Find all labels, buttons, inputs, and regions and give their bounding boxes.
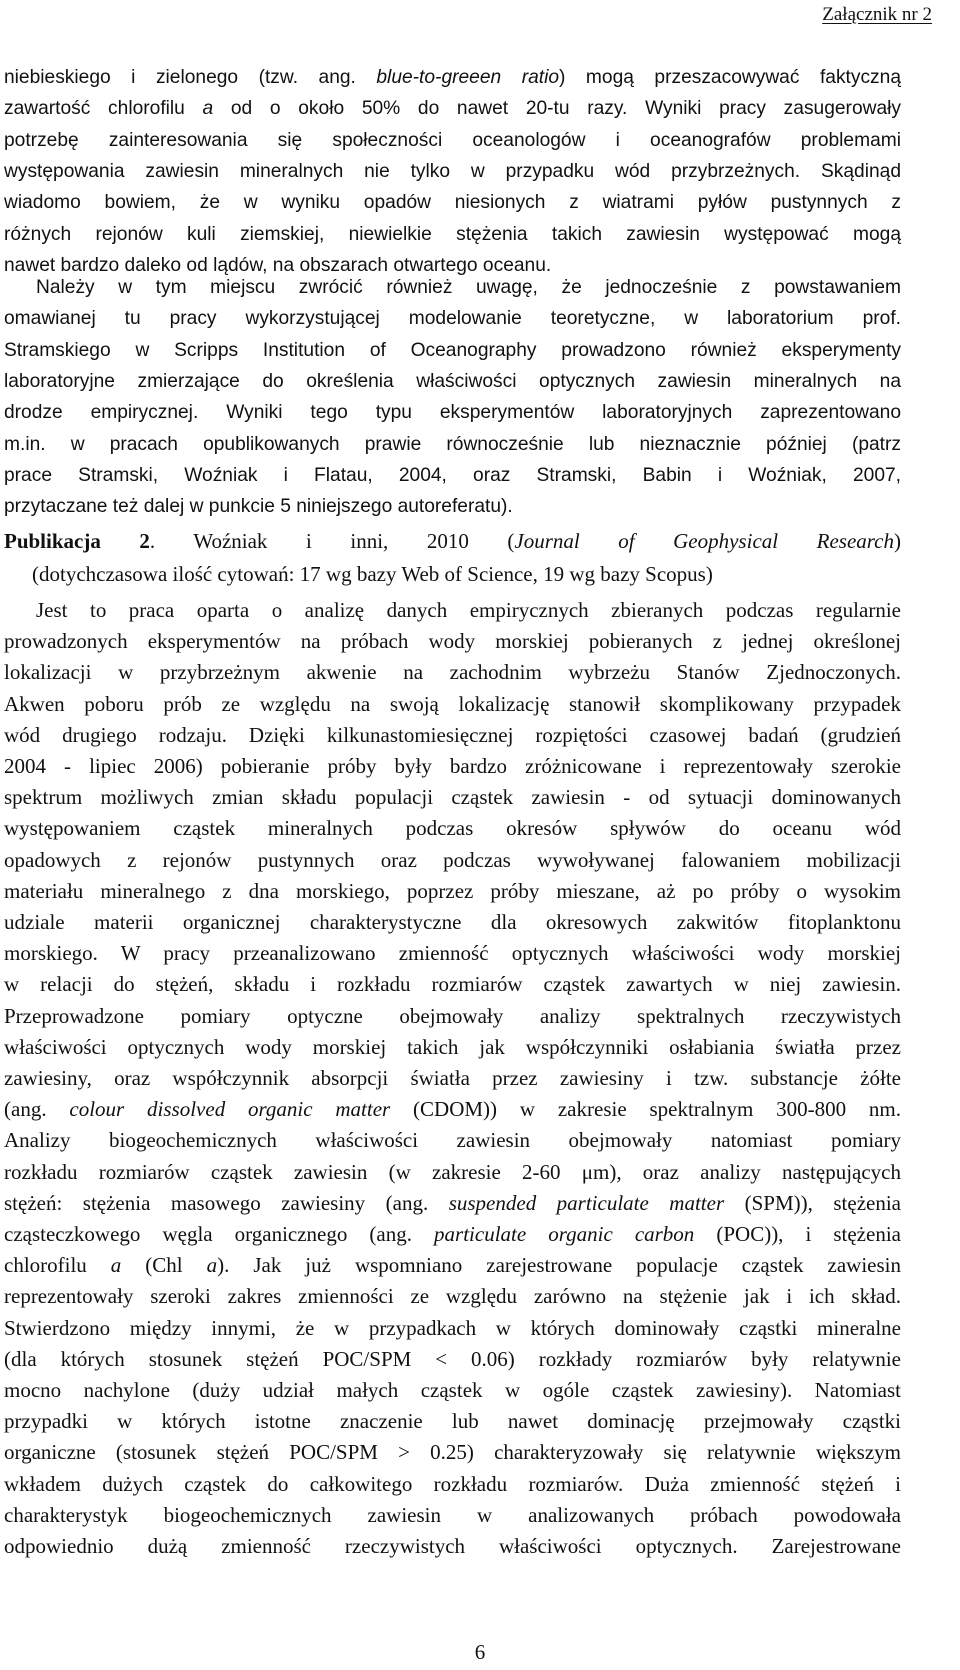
text-segment: spektrum możliwych zmian składu populacji cząstek zawiesin - od sytuacji dominowanych bbox=[4, 785, 901, 810]
text-line bbox=[4, 127, 901, 154]
text-segment: m.in. w pracach opublikowanych prawie równocześnie lub nieznacznie później (patrz bbox=[4, 433, 901, 455]
text-segment: wód drugiego rodzaju. Dzięki kilkunastomiesięcznej rozpiętości czasowej badań (grudzień bbox=[4, 722, 901, 747]
text-segment: drodze empirycznej. Wyniki tego typu eksperymentów laboratoryjnych zaprezentowano bbox=[4, 402, 901, 424]
text-segment: laboratoryjne zmierzające do określenia właściwości optycznych zawiesin mineralnych na bbox=[4, 370, 901, 392]
publication-label: Publikacja 2 bbox=[4, 529, 150, 553]
text-line bbox=[4, 1034, 901, 1061]
text-segment: ). Jak już wspomniano zarejestrowane populacje cząstek zawiesin bbox=[217, 1253, 902, 1278]
text-line bbox=[4, 628, 901, 655]
text-line bbox=[4, 1003, 901, 1030]
text-line bbox=[4, 221, 901, 248]
text-line bbox=[4, 1221, 901, 1248]
text-segment: Akwen poboru prób ze względu na swoją lokalizację stanowił skomplikowany przypadek bbox=[4, 691, 901, 716]
text-segment: zawiesiny, oraz współczynnik absorpcji światła przez zawiesiny i tzw. substancje żółte bbox=[4, 1066, 901, 1090]
text-segment: reprezentowały szeroki zakres zmienności ze względu zarówno na stężenie jak i ich skład. bbox=[4, 1284, 901, 1309]
text-line bbox=[4, 815, 901, 842]
text-segment: 2004 - lipiec 2006) pobieranie próby były bardzo zróżnicowane i reprezentowały szerokie bbox=[4, 754, 901, 778]
publication-authors: . Woźniak i inni, 2010 ( bbox=[149, 529, 515, 553]
text-line bbox=[4, 1065, 901, 1092]
text-segment: Analizy biogeochemicznych właściwości zawiesin obejmowały natomiast pomiary bbox=[4, 1128, 901, 1153]
text-line bbox=[4, 784, 901, 811]
text-segment: lokalizacji w przybrzeżnym akwenie na zachodnim wybrzeżu Stanów Zjednoczonych. bbox=[4, 660, 901, 685]
text-segment: potrzebę zainteresowania się społeczności oceanologów i oceanografów problemami bbox=[4, 129, 901, 151]
text-line bbox=[4, 659, 901, 686]
text-line bbox=[4, 399, 901, 426]
text-segment: (CDOM)) w zakresie spektralnym 300-800 nm. bbox=[390, 1097, 902, 1122]
text-segment: udziale materii organicznej charakterystyczne dla okresowych zakwitów fitoplanktonu bbox=[4, 910, 901, 934]
text-line bbox=[4, 462, 901, 489]
text-segment: mocno nachylone (duży udział małych cząstek w ogóle cząstek zawiesiny). Natomiast bbox=[4, 1378, 901, 1402]
italic-term: a bbox=[202, 98, 214, 120]
publication-citations: (dotychczasowa ilość cytowań: 17 wg bazy Web of Science, 19 wg bazy Scopus) bbox=[32, 562, 713, 586]
text-line bbox=[4, 158, 901, 185]
publication-journal: Journal of Geophysical Research bbox=[514, 529, 894, 553]
text-line bbox=[4, 1190, 901, 1217]
publication-heading bbox=[4, 528, 901, 555]
text-segment: w relacji do stężeń, składu i rozkładu rozmiarów cząstek zawartych w niej zawiesin. bbox=[4, 972, 901, 997]
text-segment: (SPM)), stężenia bbox=[724, 1190, 901, 1215]
text-segment: właściwości optycznych wody morskiej takich jak współczynniki osłabiania światła przez bbox=[4, 1034, 901, 1059]
italic-term: particulate organic carbon bbox=[434, 1222, 695, 1246]
text-line bbox=[4, 274, 901, 301]
text-line bbox=[4, 847, 901, 874]
text-segment: ) mogą przeszacowywać faktyczną bbox=[559, 67, 901, 88]
text-line bbox=[4, 305, 901, 332]
italic-term: a bbox=[110, 1253, 122, 1278]
text-segment: występowania zawiesin mineralnych nie tylko w przypadku wód przybrzeżnych. Skądinąd bbox=[4, 160, 901, 182]
text-segment: przytaczane też dalej w punkcie 5 niniejszego autoreferatu). bbox=[4, 496, 513, 518]
text-segment: chlorofilu bbox=[4, 1253, 111, 1278]
attachment-header: Załącznik nr 2 bbox=[822, 4, 932, 25]
text-segment: (POC)), i stężenia bbox=[694, 1222, 901, 1246]
text-segment: prace Stramski, Woźniak i Flatau, 2004, oraz Stramski, Babin i Woźniak, 2007, bbox=[4, 464, 901, 486]
text-segment: (dla których stosunek stężeń POC/SPM < 0.06) rozkłady rozmiarów były relatywnie bbox=[4, 1346, 901, 1371]
text-segment: przypadki w których istotne znaczenie lub nawet dominację przejmowały cząstki bbox=[4, 1409, 901, 1434]
text-line bbox=[4, 337, 901, 364]
text-line bbox=[4, 597, 901, 624]
text-segment: charakterystyk biogeochemicznych zawiesin w analizowanych próbach powodowała bbox=[4, 1502, 901, 1527]
text-line bbox=[4, 909, 901, 936]
text-line bbox=[4, 1252, 901, 1279]
text-segment: różnych rejonów kuli ziemskiej, niewielkie stężenia takich zawiesin występować mogą bbox=[4, 223, 901, 245]
text-segment: odpowiednio dużą zmienność rzeczywistych właściwości optycznych. Zarejestrowane bbox=[4, 1534, 901, 1558]
text-segment: Stramskiego w Scripps Institution of Oceanography prowadzono również eksperymenty bbox=[4, 339, 901, 361]
text-segment: nawet bardzo daleko od lądów, na obszarach otwartego oceanu. bbox=[4, 254, 552, 276]
text-line bbox=[4, 1159, 901, 1186]
text-segment: cząsteczkowego węgla organicznego (ang. bbox=[4, 1222, 435, 1246]
text-line bbox=[4, 878, 901, 905]
text-segment: wkładem dużych cząstek do całkowitego rozkładu rozmiarów. Duża zmienność stężeń i bbox=[4, 1471, 901, 1496]
text-segment: Jest to praca oparta o analizę danych empirycznych zbieranych podczas regularnie bbox=[36, 598, 901, 622]
page-number: 6 bbox=[474, 1640, 486, 1664]
text-segment: niebieskiego i zielonego (tzw. ang. bbox=[4, 67, 377, 88]
text-segment: Przeprowadzone pomiary optyczne obejmowały analizy spektralnych rzeczywistych bbox=[4, 1003, 901, 1028]
text-line bbox=[4, 1315, 901, 1342]
text-line bbox=[4, 722, 901, 749]
text-segment: Stwierdzono między innymi, że w przypadkach w których dominowały cząstki mineralne bbox=[4, 1315, 901, 1340]
italic-term: colour dissolved organic matter bbox=[69, 1097, 391, 1122]
text-segment: występowaniem cząstek mineralnych podczas okresów spływów do oceanu wód bbox=[4, 816, 901, 841]
text-line bbox=[4, 940, 901, 967]
italic-term: blue-to-greeen ratio bbox=[376, 67, 560, 88]
text-line bbox=[4, 1471, 901, 1498]
text-segment: materiału mineralnego z dna morskiego, poprzez próby mieszane, aż po próby o wysokim bbox=[4, 878, 901, 903]
text-line bbox=[4, 753, 901, 780]
text-segment: stężeń: stężenia masowego zawiesiny (ang. bbox=[4, 1190, 449, 1215]
text-line bbox=[4, 95, 901, 122]
text-segment: prowadzonych eksperymentów na próbach wody morskiej pobieranych z jednej określonej bbox=[4, 629, 901, 654]
text-line bbox=[4, 691, 901, 718]
text-line bbox=[4, 971, 901, 998]
text-line bbox=[4, 1408, 901, 1435]
text-line bbox=[4, 1502, 901, 1529]
text-segment: wiadomo bowiem, że w wyniku opadów niesionych z wiatrami pyłów pustynnych z bbox=[4, 192, 901, 214]
text-segment: od o około 50% do nawet 20-tu razy. Wyniki pracy zasugerowały bbox=[213, 98, 901, 120]
text-line bbox=[4, 64, 901, 91]
text-line bbox=[4, 431, 901, 458]
text-segment: morskiego. W pracy przeanalizowano zmienność optycznych właściwości wody morskiej bbox=[4, 941, 901, 966]
text-segment: organiczne (stosunek stężeń POC/SPM > 0.25) charakteryzowały się relatywnie większym bbox=[4, 1440, 901, 1465]
text-segment: (Chl bbox=[121, 1253, 207, 1278]
text-line bbox=[4, 368, 901, 395]
text-line bbox=[4, 189, 901, 216]
text-line bbox=[4, 493, 901, 520]
text-segment: omawianej tu pracy wykorzystującej modelowanie teoretyczne, w laboratorium prof. bbox=[4, 308, 901, 330]
text-segment: Należy w tym miejscu zwrócić również uwagę, że jednocześnie z powstawaniem bbox=[36, 277, 901, 298]
publication-close-paren: ) bbox=[894, 529, 901, 553]
text-segment: (ang. bbox=[4, 1097, 70, 1122]
text-line bbox=[4, 1439, 901, 1466]
text-line bbox=[4, 1127, 901, 1154]
text-line bbox=[4, 1283, 901, 1310]
text-line bbox=[4, 1346, 901, 1373]
text-segment: rozkładu rozmiarów cząstek zawiesin (w zakresie 2-60 μm), oraz analizy następujących bbox=[4, 1159, 901, 1184]
italic-term: suspended particulate matter bbox=[448, 1190, 725, 1215]
text-segment: opadowych z rejonów pustynnych oraz podczas wywoływanej falowaniem mobilizacji bbox=[4, 847, 901, 872]
text-line bbox=[4, 1096, 901, 1123]
italic-term: a bbox=[206, 1253, 218, 1278]
text-line bbox=[4, 1377, 901, 1404]
text-line bbox=[4, 1533, 901, 1560]
text-segment: zawartość chlorofilu bbox=[4, 98, 203, 120]
